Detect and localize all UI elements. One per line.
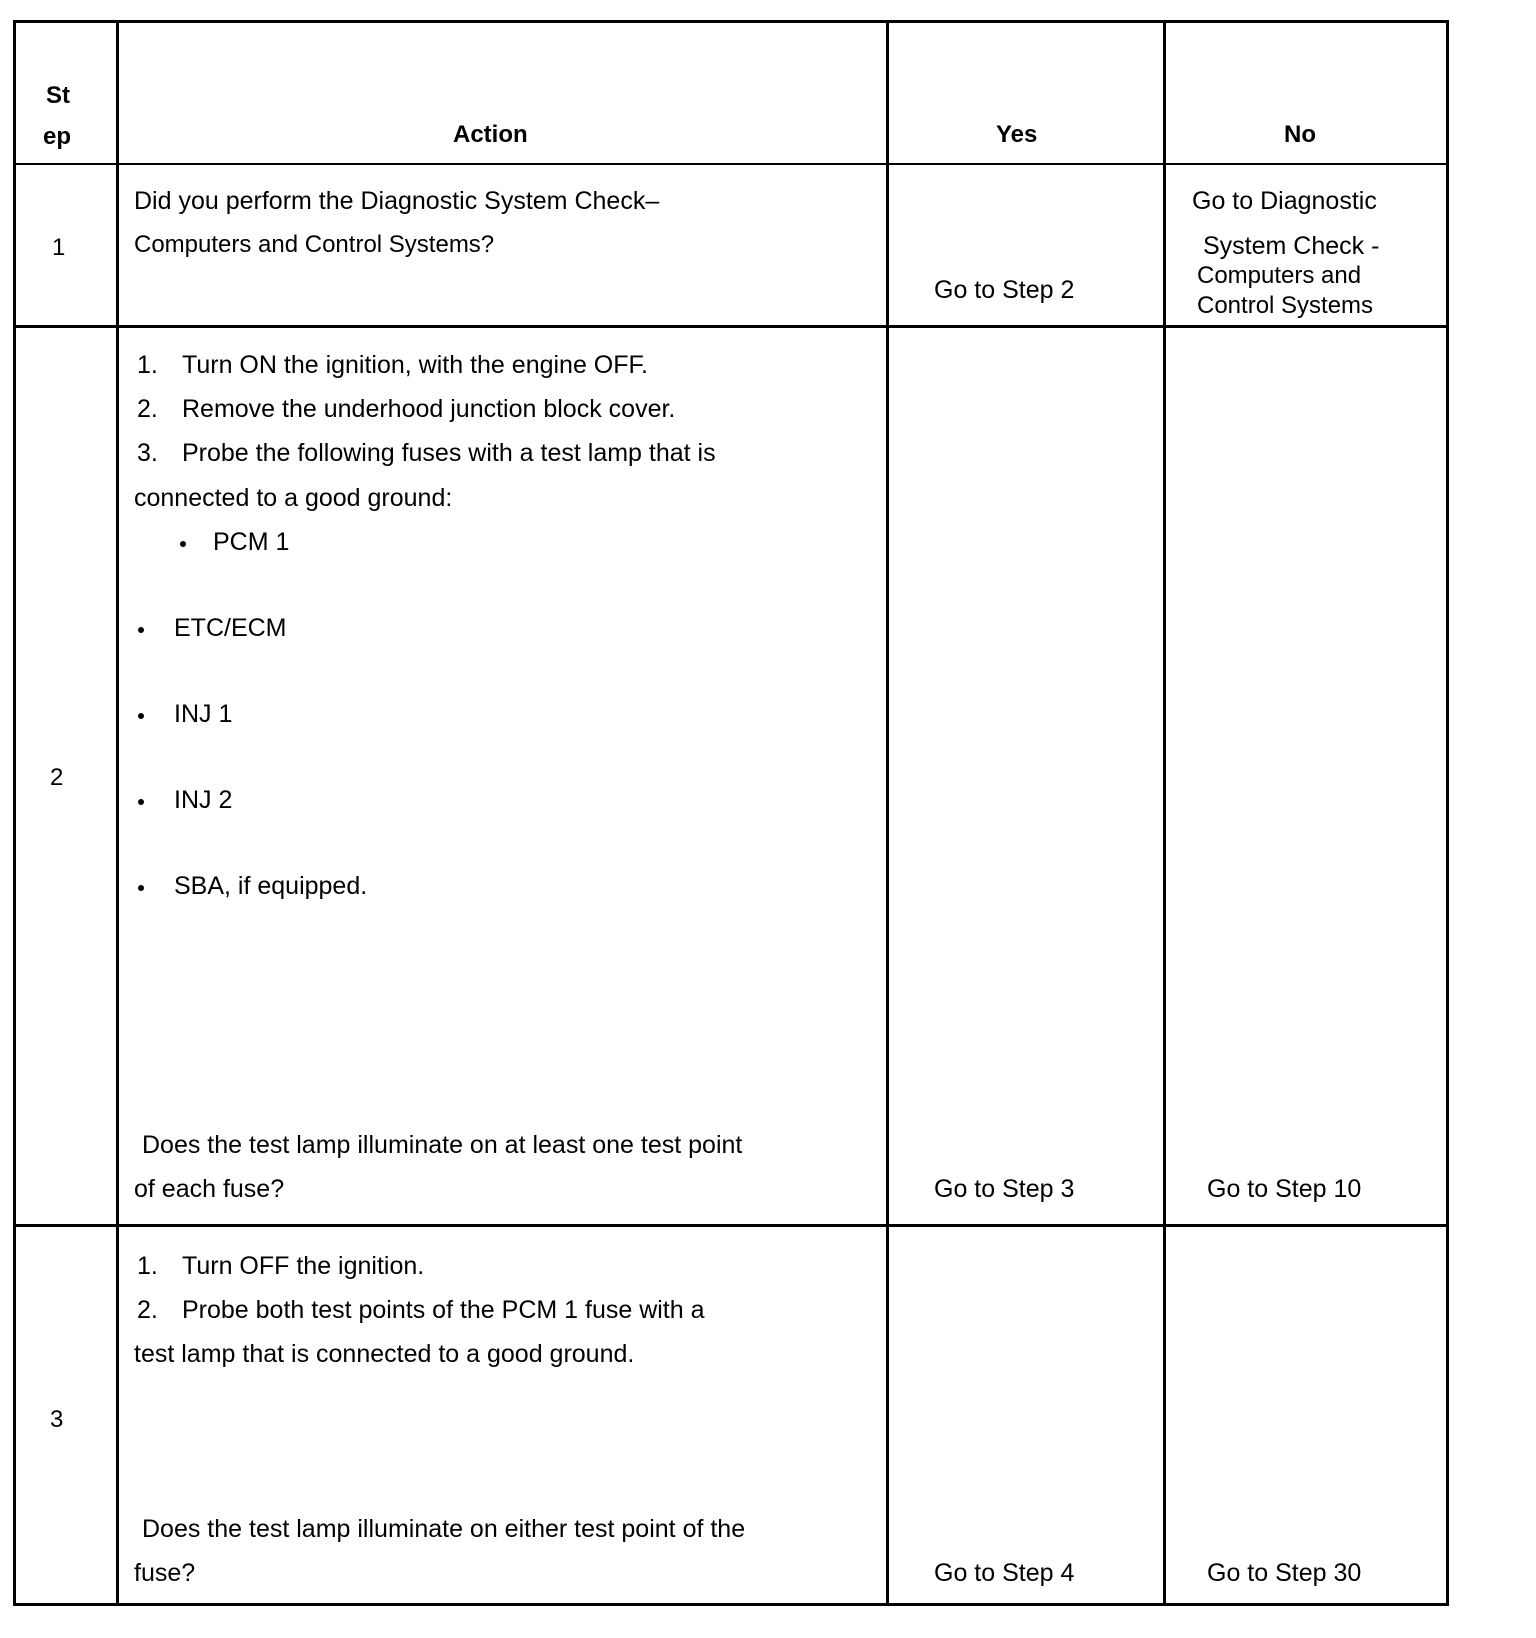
instruction-number: 2. (137, 395, 158, 423)
instruction-number: 1. (137, 351, 158, 379)
step-number: 3 (50, 1406, 64, 1433)
no-outcome-line: System Check - (1203, 232, 1380, 260)
header-action: Action (453, 121, 528, 148)
action-question-line: Does the test lamp illuminate on at least one test point (142, 1131, 743, 1159)
no-outcome-line: Control Systems (1197, 292, 1374, 319)
no-outcome-line: Computers and (1197, 262, 1362, 289)
no-outcome: Go to Step 30 (1207, 1559, 1362, 1587)
instruction-number: 3. (137, 439, 158, 467)
action-question-line: Does the test lamp illuminate on either test point of the (142, 1515, 746, 1543)
yes-outcome: Go to Step 2 (934, 276, 1075, 304)
instruction-text: Turn OFF the ignition. (182, 1252, 425, 1280)
header-no: No (1284, 121, 1316, 148)
header-step-line2: ep (43, 123, 72, 150)
bullet-icon (138, 627, 144, 633)
instruction-continuation: test lamp that is connected to a good ground. (134, 1340, 635, 1368)
header-yes: Yes (996, 121, 1038, 148)
step-number: 2 (50, 764, 64, 791)
instruction-continuation: connected to a good ground: (134, 484, 453, 512)
fuse-list-item: SBA, if equipped. (174, 872, 368, 900)
no-outcome-line: Go to Diagnostic (1192, 187, 1377, 215)
row-divider-2 (13, 1224, 1449, 1227)
bullet-icon (180, 541, 186, 547)
fuse-list-item: INJ 2 (174, 786, 233, 814)
no-outcome: Go to Step 10 (1207, 1175, 1362, 1203)
instruction-text: Probe both test points of the PCM 1 fuse with a (182, 1296, 705, 1324)
instruction-text: Turn ON the ignition, with the engine OFF. (182, 351, 648, 379)
instruction-text: Probe the following fuses with a test lamp that is (182, 439, 716, 467)
step-number: 1 (52, 234, 66, 261)
action-question-line: of each fuse? (134, 1175, 285, 1203)
column-divider-yes (1163, 20, 1166, 1606)
bullet-icon (138, 799, 144, 805)
yes-outcome: Go to Step 3 (934, 1175, 1075, 1203)
table-border-bottom (13, 1603, 1449, 1606)
table-border-top (13, 20, 1449, 23)
action-text-line: Did you perform the Diagnostic System Check– (134, 187, 660, 215)
column-divider-step (116, 20, 119, 1606)
fuse-list-item: ETC/ECM (174, 614, 287, 642)
bullet-icon (138, 885, 144, 891)
row-divider-1 (13, 325, 1449, 328)
header-step-line1: St (46, 82, 70, 109)
fuse-list-item: INJ 1 (174, 700, 233, 728)
fuse-list-item: PCM 1 (213, 528, 290, 556)
header-divider (13, 163, 1449, 165)
action-text-line: Computers and Control Systems? (134, 231, 495, 258)
column-divider-action (886, 20, 889, 1606)
table-border-right (1446, 20, 1449, 1606)
table-border-left (13, 20, 16, 1606)
yes-outcome: Go to Step 4 (934, 1559, 1075, 1587)
bullet-icon (138, 713, 144, 719)
action-question-line: fuse? (134, 1559, 196, 1587)
instruction-number: 1. (137, 1252, 158, 1280)
instruction-number: 2. (137, 1296, 158, 1324)
instruction-text: Remove the underhood junction block cover. (182, 395, 676, 423)
